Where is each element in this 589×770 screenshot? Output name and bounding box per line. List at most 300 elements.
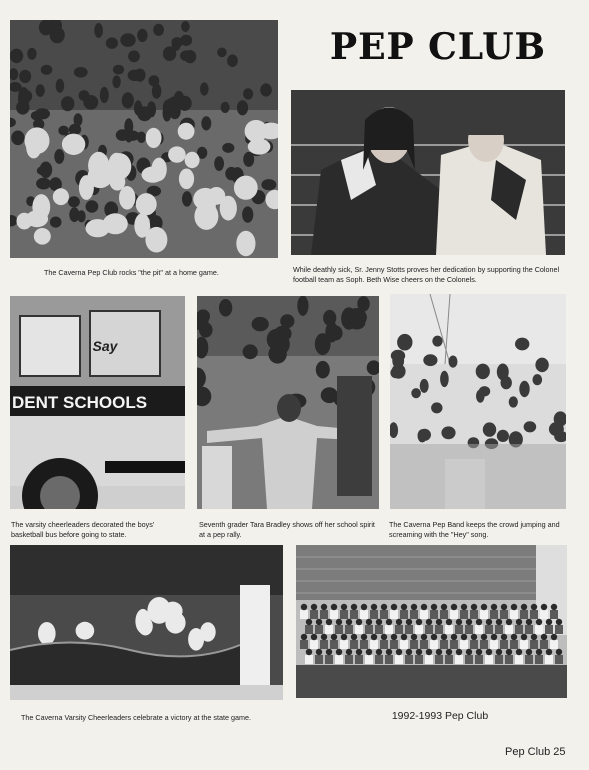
photo-texture-shape <box>194 203 218 230</box>
photo-texture-shape <box>525 625 533 634</box>
photo-texture-shape <box>112 75 120 88</box>
photo-texture-shape <box>182 191 192 207</box>
bus-image <box>10 296 185 509</box>
photo-texture-shape <box>391 634 397 640</box>
photo-texture-shape <box>519 381 529 397</box>
photo-texture-shape <box>546 619 552 625</box>
photo-texture-shape <box>113 65 124 75</box>
photo-texture-shape <box>32 194 50 220</box>
photo-texture-shape <box>481 634 487 640</box>
photo-texture-shape <box>550 640 558 649</box>
photo-texture-shape <box>521 634 527 640</box>
photo-texture-shape <box>10 49 23 64</box>
crowd-image <box>10 20 278 258</box>
photo-texture-shape <box>446 649 452 655</box>
window-sign-text: Say <box>92 338 118 354</box>
photo-texture-shape <box>323 310 336 326</box>
photo-texture-shape <box>122 92 134 108</box>
photo-texture-shape <box>381 604 387 610</box>
photo-texture-shape <box>395 625 403 634</box>
photo-texture-shape <box>39 20 53 35</box>
photo-texture-shape <box>245 120 268 142</box>
photo-texture-shape <box>470 640 478 649</box>
photo-texture-shape <box>510 610 518 619</box>
photo-texture-shape <box>69 207 79 222</box>
photo-texture-shape <box>370 610 378 619</box>
photo-texture-shape <box>540 640 548 649</box>
photo-texture-shape <box>316 649 322 655</box>
photo-texture-shape <box>390 610 398 619</box>
photo-texture-shape <box>536 619 542 625</box>
photo-texture-shape <box>128 50 140 62</box>
photo-texture-shape <box>142 167 164 183</box>
photo-texture-shape <box>456 649 462 655</box>
photo-texture-shape <box>549 422 564 436</box>
photo-texture-shape <box>252 317 269 331</box>
photo-texture-shape <box>486 619 492 625</box>
photo-texture-shape <box>551 604 557 610</box>
photo-texture-shape <box>326 649 332 655</box>
photo-texture-shape <box>340 640 348 649</box>
photo-texture-shape <box>366 619 372 625</box>
photo-texture-shape <box>510 640 518 649</box>
photo-texture-shape <box>391 604 397 610</box>
photo-texture-shape <box>400 610 408 619</box>
photo-texture-shape <box>310 610 318 619</box>
photo-texture-shape <box>106 37 118 48</box>
photo-texture-shape <box>345 655 353 664</box>
photo-texture-shape <box>456 619 462 625</box>
photo-texture-shape <box>555 625 563 634</box>
photo-texture-shape <box>390 640 398 649</box>
photo-texture-shape <box>455 625 463 634</box>
photo-texture-shape <box>360 610 368 619</box>
photo-texture-shape <box>425 655 433 664</box>
spirit-image <box>197 296 379 509</box>
photo-texture-shape <box>481 604 487 610</box>
photo-texture-shape <box>136 193 157 215</box>
photo-texture-shape <box>431 634 437 640</box>
photo-texture-shape <box>395 655 403 664</box>
photo-texture-shape <box>511 604 517 610</box>
photo-texture-shape <box>74 67 88 78</box>
photo-texture-shape <box>41 65 53 75</box>
caption-sick-student: While deathly sick, Sr. Jenny Stotts proves her dedication by supporting the Colonel football team as Soph. Beth Wise cheers on the Colonels. <box>293 265 560 284</box>
photo-texture-shape <box>520 610 528 619</box>
photo-texture-shape <box>420 379 429 393</box>
photo-texture-shape <box>516 619 522 625</box>
photo-texture-shape <box>137 29 147 42</box>
photo-texture-shape <box>120 33 135 47</box>
photo-group <box>296 545 567 698</box>
photo-texture-shape <box>357 296 369 312</box>
photo-texture-shape <box>346 649 352 655</box>
photo-texture-shape <box>401 634 407 640</box>
photo-texture-shape <box>451 604 457 610</box>
photo-texture-shape <box>350 610 358 619</box>
photo-texture-shape <box>490 640 498 649</box>
photo-texture-shape <box>516 649 522 655</box>
photo-texture-shape <box>274 326 292 342</box>
photo-texture-shape <box>485 655 493 664</box>
band-image <box>390 294 566 509</box>
photo-texture-shape <box>435 625 443 634</box>
photo-texture-shape <box>227 54 238 67</box>
photo-texture-shape <box>208 187 226 205</box>
photo-texture-shape <box>535 358 548 373</box>
bus-schools-text: DENT SCHOOLS <box>12 393 148 412</box>
photo-texture-shape <box>165 612 185 634</box>
photo-texture-shape <box>426 619 432 625</box>
photo-texture-shape <box>86 219 110 237</box>
photo-texture-shape <box>430 640 438 649</box>
photo-texture-shape <box>495 655 503 664</box>
photo-texture-shape <box>325 625 333 634</box>
photo-texture-shape <box>11 131 24 146</box>
photo-texture-shape <box>440 371 449 387</box>
photo-texture-shape <box>243 152 254 167</box>
photo-texture-shape <box>441 604 447 610</box>
photo-texture-shape <box>38 622 56 645</box>
photo-texture-shape <box>25 127 50 154</box>
photo-texture-shape <box>500 640 508 649</box>
photo-texture-shape <box>348 316 365 330</box>
photo-texture-shape <box>180 50 193 61</box>
photo-texture-shape <box>496 619 502 625</box>
photo-texture-shape <box>466 649 472 655</box>
photo-texture-shape <box>521 604 527 610</box>
photo-texture-shape <box>336 619 342 625</box>
photo-texture-shape <box>390 367 401 378</box>
photo-bus <box>10 296 185 509</box>
photo-texture-shape <box>385 655 393 664</box>
group-image <box>296 545 567 698</box>
photo-texture-shape <box>242 206 253 222</box>
photo-texture-shape <box>54 149 64 164</box>
photo-texture-shape <box>306 619 312 625</box>
photo-texture-shape <box>214 156 224 171</box>
photo-texture-shape <box>135 609 150 634</box>
photo-texture-shape <box>79 175 94 200</box>
photo-texture-shape <box>531 634 537 640</box>
photo-texture-shape <box>371 634 377 640</box>
photo-texture-shape <box>475 625 483 634</box>
photo-texture-shape <box>446 619 452 625</box>
photo-texture-shape <box>445 625 453 634</box>
photo-texture-shape <box>535 655 543 664</box>
photo-texture-shape <box>397 334 412 351</box>
photo-texture-shape <box>19 70 31 83</box>
photo-texture-shape <box>340 610 348 619</box>
photo-texture-shape <box>475 655 483 664</box>
photo-texture-shape <box>550 610 558 619</box>
photo-texture-shape <box>371 604 377 610</box>
photo-texture-shape <box>300 640 308 649</box>
photo-texture-shape <box>62 134 85 155</box>
photo-texture-shape <box>321 634 327 640</box>
photo-texture-shape <box>351 604 357 610</box>
photo-texture-shape <box>301 604 307 610</box>
photo-texture-shape <box>185 152 200 168</box>
photo-texture-shape <box>436 649 442 655</box>
photo-texture-shape <box>83 95 98 110</box>
photo-texture-shape <box>476 364 490 380</box>
photo-texture-shape <box>515 625 523 634</box>
photo-texture-shape <box>306 649 312 655</box>
photo-texture-shape <box>405 625 413 634</box>
photo-texture-shape <box>526 649 532 655</box>
photo-texture-shape <box>556 649 562 655</box>
photo-texture-shape <box>341 634 347 640</box>
photo-texture-shape <box>546 649 552 655</box>
photo-texture-shape <box>356 649 362 655</box>
photo-crowd-pit <box>10 20 278 258</box>
photo-texture-shape <box>315 625 323 634</box>
photo-texture-shape <box>315 655 323 664</box>
photo-texture-shape <box>351 634 357 640</box>
photo-texture-shape <box>200 622 216 642</box>
photo-texture-shape <box>495 625 503 634</box>
photo-texture-shape <box>311 604 317 610</box>
photo-texture-shape <box>545 655 553 664</box>
photo-texture-shape <box>381 634 387 640</box>
photo-texture-shape <box>201 116 211 130</box>
photo-school-spirit <box>197 296 379 509</box>
photo-texture-shape <box>119 186 135 210</box>
photo-texture-shape <box>480 610 488 619</box>
photo-texture-shape <box>418 429 431 441</box>
photo-texture-shape <box>234 176 258 200</box>
photo-texture-shape <box>461 604 467 610</box>
photo-texture-shape <box>355 655 363 664</box>
photo-texture-shape <box>366 649 372 655</box>
photo-texture-shape <box>496 649 502 655</box>
photo-texture-shape <box>243 344 258 359</box>
photo-texture-shape <box>330 610 338 619</box>
photo-texture-shape <box>396 619 402 625</box>
photo-texture-shape <box>465 655 473 664</box>
photo-texture-shape <box>415 625 423 634</box>
photo-texture-shape <box>375 625 383 634</box>
photo-texture-shape <box>460 640 468 649</box>
photo-texture-shape <box>386 619 392 625</box>
photo-texture-shape <box>405 655 413 664</box>
photo-texture-shape <box>411 634 417 640</box>
photo-texture-shape <box>237 100 248 115</box>
photo-texture-shape <box>541 634 547 640</box>
photo-texture-shape <box>435 655 443 664</box>
photo-texture-shape <box>505 655 513 664</box>
photo-texture-shape <box>360 640 368 649</box>
photo-texture-shape <box>243 88 253 99</box>
photo-texture-shape <box>236 231 255 256</box>
photo-texture-shape <box>426 649 432 655</box>
photo-texture-shape <box>441 634 447 640</box>
photo-texture-shape <box>56 79 65 93</box>
photo-texture-shape <box>345 625 353 634</box>
photo-texture-shape <box>386 649 392 655</box>
photo-texture-shape <box>300 610 308 619</box>
photo-texture-shape <box>455 655 463 664</box>
photo-texture-shape <box>436 619 442 625</box>
photo-texture-shape <box>181 21 190 32</box>
photo-texture-shape <box>370 640 378 649</box>
photo-texture-shape <box>376 649 382 655</box>
photo-texture-shape <box>506 619 512 625</box>
photo-texture-shape <box>36 178 51 190</box>
photo-texture-shape <box>361 604 367 610</box>
photo-texture-shape <box>540 610 548 619</box>
caption-bus: The varsity cheerleaders decorated the boys' basketball bus before going to state. <box>11 520 155 539</box>
photo-texture-shape <box>556 619 562 625</box>
photo-texture-shape <box>460 610 468 619</box>
photo-texture-shape <box>470 610 478 619</box>
photo-texture-shape <box>305 655 313 664</box>
photo-texture-shape <box>305 625 313 634</box>
photo-texture-shape <box>320 610 328 619</box>
photo-texture-shape <box>401 604 407 610</box>
photo-texture-shape <box>420 640 428 649</box>
photo-texture-shape <box>486 649 492 655</box>
photo-texture-shape <box>531 604 537 610</box>
photo-texture-shape <box>406 649 412 655</box>
photo-texture-shape <box>280 314 294 328</box>
photo-texture-shape <box>178 123 195 140</box>
photo-texture-shape <box>509 396 518 407</box>
photo-texture-shape <box>146 128 162 148</box>
photo-texture-shape <box>505 625 513 634</box>
photo-texture-shape <box>490 610 498 619</box>
photo-texture-shape <box>501 604 507 610</box>
photo-texture-shape <box>17 213 33 230</box>
photo-texture-shape <box>515 338 529 351</box>
photo-texture-shape <box>380 610 388 619</box>
photo-texture-shape <box>179 169 194 190</box>
photo-texture-shape <box>100 87 109 103</box>
photo-texture-shape <box>411 388 421 398</box>
sick-student-image <box>291 90 565 255</box>
photo-texture-shape <box>94 23 103 38</box>
photo-texture-shape <box>524 421 537 432</box>
photo-texture-shape <box>432 336 442 347</box>
photo-texture-shape <box>450 610 458 619</box>
photo-texture-shape <box>321 604 327 610</box>
photo-texture-shape <box>331 604 337 610</box>
photo-texture-shape <box>471 634 477 640</box>
photo-texture-shape <box>321 387 338 403</box>
photo-texture-shape <box>416 649 422 655</box>
photo-texture-shape <box>153 24 164 36</box>
photo-texture-shape <box>541 604 547 610</box>
photo-texture-shape <box>476 649 482 655</box>
page-title: PEP CLUB <box>330 26 546 68</box>
photo-texture-shape <box>34 228 51 245</box>
photo-texture-shape <box>450 640 458 649</box>
photo-texture-shape <box>217 48 227 58</box>
photo-texture-shape <box>431 402 442 413</box>
photo-texture-shape <box>301 634 307 640</box>
photo-texture-shape <box>365 655 373 664</box>
photo-texture-shape <box>400 640 408 649</box>
photo-texture-shape <box>76 622 95 640</box>
photo-texture-shape <box>36 84 45 97</box>
photo-texture-shape <box>128 70 142 81</box>
photo-texture-shape <box>53 188 69 205</box>
photo-texture-shape <box>491 604 497 610</box>
photo-texture-shape <box>341 604 347 610</box>
photo-texture-shape <box>316 361 330 379</box>
photo-texture-shape <box>268 345 286 364</box>
photo-texture-shape <box>385 625 393 634</box>
photo-texture-shape <box>335 625 343 634</box>
photo-texture-shape <box>376 619 382 625</box>
photo-texture-shape <box>375 655 383 664</box>
photo-texture-shape <box>320 640 328 649</box>
photo-texture-shape <box>173 99 187 109</box>
photo-texture-shape <box>525 655 533 664</box>
photo-texture-shape <box>476 619 482 625</box>
photo-texture-shape <box>410 640 418 649</box>
photo-texture-shape <box>355 625 363 634</box>
photo-texture-shape <box>336 649 342 655</box>
photo-texture-shape <box>86 200 99 212</box>
photo-texture-shape <box>125 127 134 142</box>
photo-texture-shape <box>149 75 160 86</box>
photo-texture-shape <box>200 82 209 95</box>
photo-texture-shape <box>330 640 338 649</box>
photo-texture-shape <box>396 649 402 655</box>
photo-texture-shape <box>526 619 532 625</box>
photo-texture-shape <box>350 640 358 649</box>
photo-texture-shape <box>421 604 427 610</box>
caption-crowd: The Caverna Pep Club rocks "the pit" at a home game. <box>44 268 219 277</box>
photo-texture-shape <box>511 634 517 640</box>
photo-texture-shape <box>361 634 367 640</box>
photo-texture-shape <box>425 625 433 634</box>
photo-texture-shape <box>380 640 388 649</box>
photo-texture-shape <box>416 619 422 625</box>
photo-texture-shape <box>445 655 453 664</box>
photo-texture-shape <box>551 634 557 640</box>
caption-cheerleaders: The Caverna Varsity Cheerleaders celebrate a victory at the state game. <box>21 713 251 722</box>
photo-texture-shape <box>310 640 318 649</box>
photo-texture-shape <box>137 106 152 121</box>
photo-texture-shape <box>465 625 473 634</box>
photo-texture-shape <box>506 649 512 655</box>
photo-texture-shape <box>483 422 496 436</box>
photo-texture-shape <box>406 619 412 625</box>
photo-texture-shape <box>410 610 418 619</box>
photo-texture-shape <box>430 610 438 619</box>
photo-texture-shape <box>451 634 457 640</box>
photo-texture-shape <box>31 111 45 121</box>
photo-texture-shape <box>476 390 485 403</box>
photo-texture-shape <box>555 655 563 664</box>
photo-texture-shape <box>163 46 176 61</box>
photo-texture-shape <box>530 640 538 649</box>
photo-texture-shape <box>346 619 352 625</box>
photo-texture-shape <box>40 162 53 179</box>
photo-texture-shape <box>74 113 83 126</box>
photo-texture-shape <box>411 604 417 610</box>
page-folio: Pep Club 25 <box>505 746 566 758</box>
photo-texture-shape <box>533 374 543 385</box>
photo-texture-shape <box>260 83 272 96</box>
photo-texture-shape <box>515 655 523 664</box>
photo-texture-shape <box>441 426 455 439</box>
photo-texture-shape <box>326 619 332 625</box>
caption-spirit: Seventh grader Tara Bradley shows off her school spirit at a pep rally. <box>199 520 375 539</box>
